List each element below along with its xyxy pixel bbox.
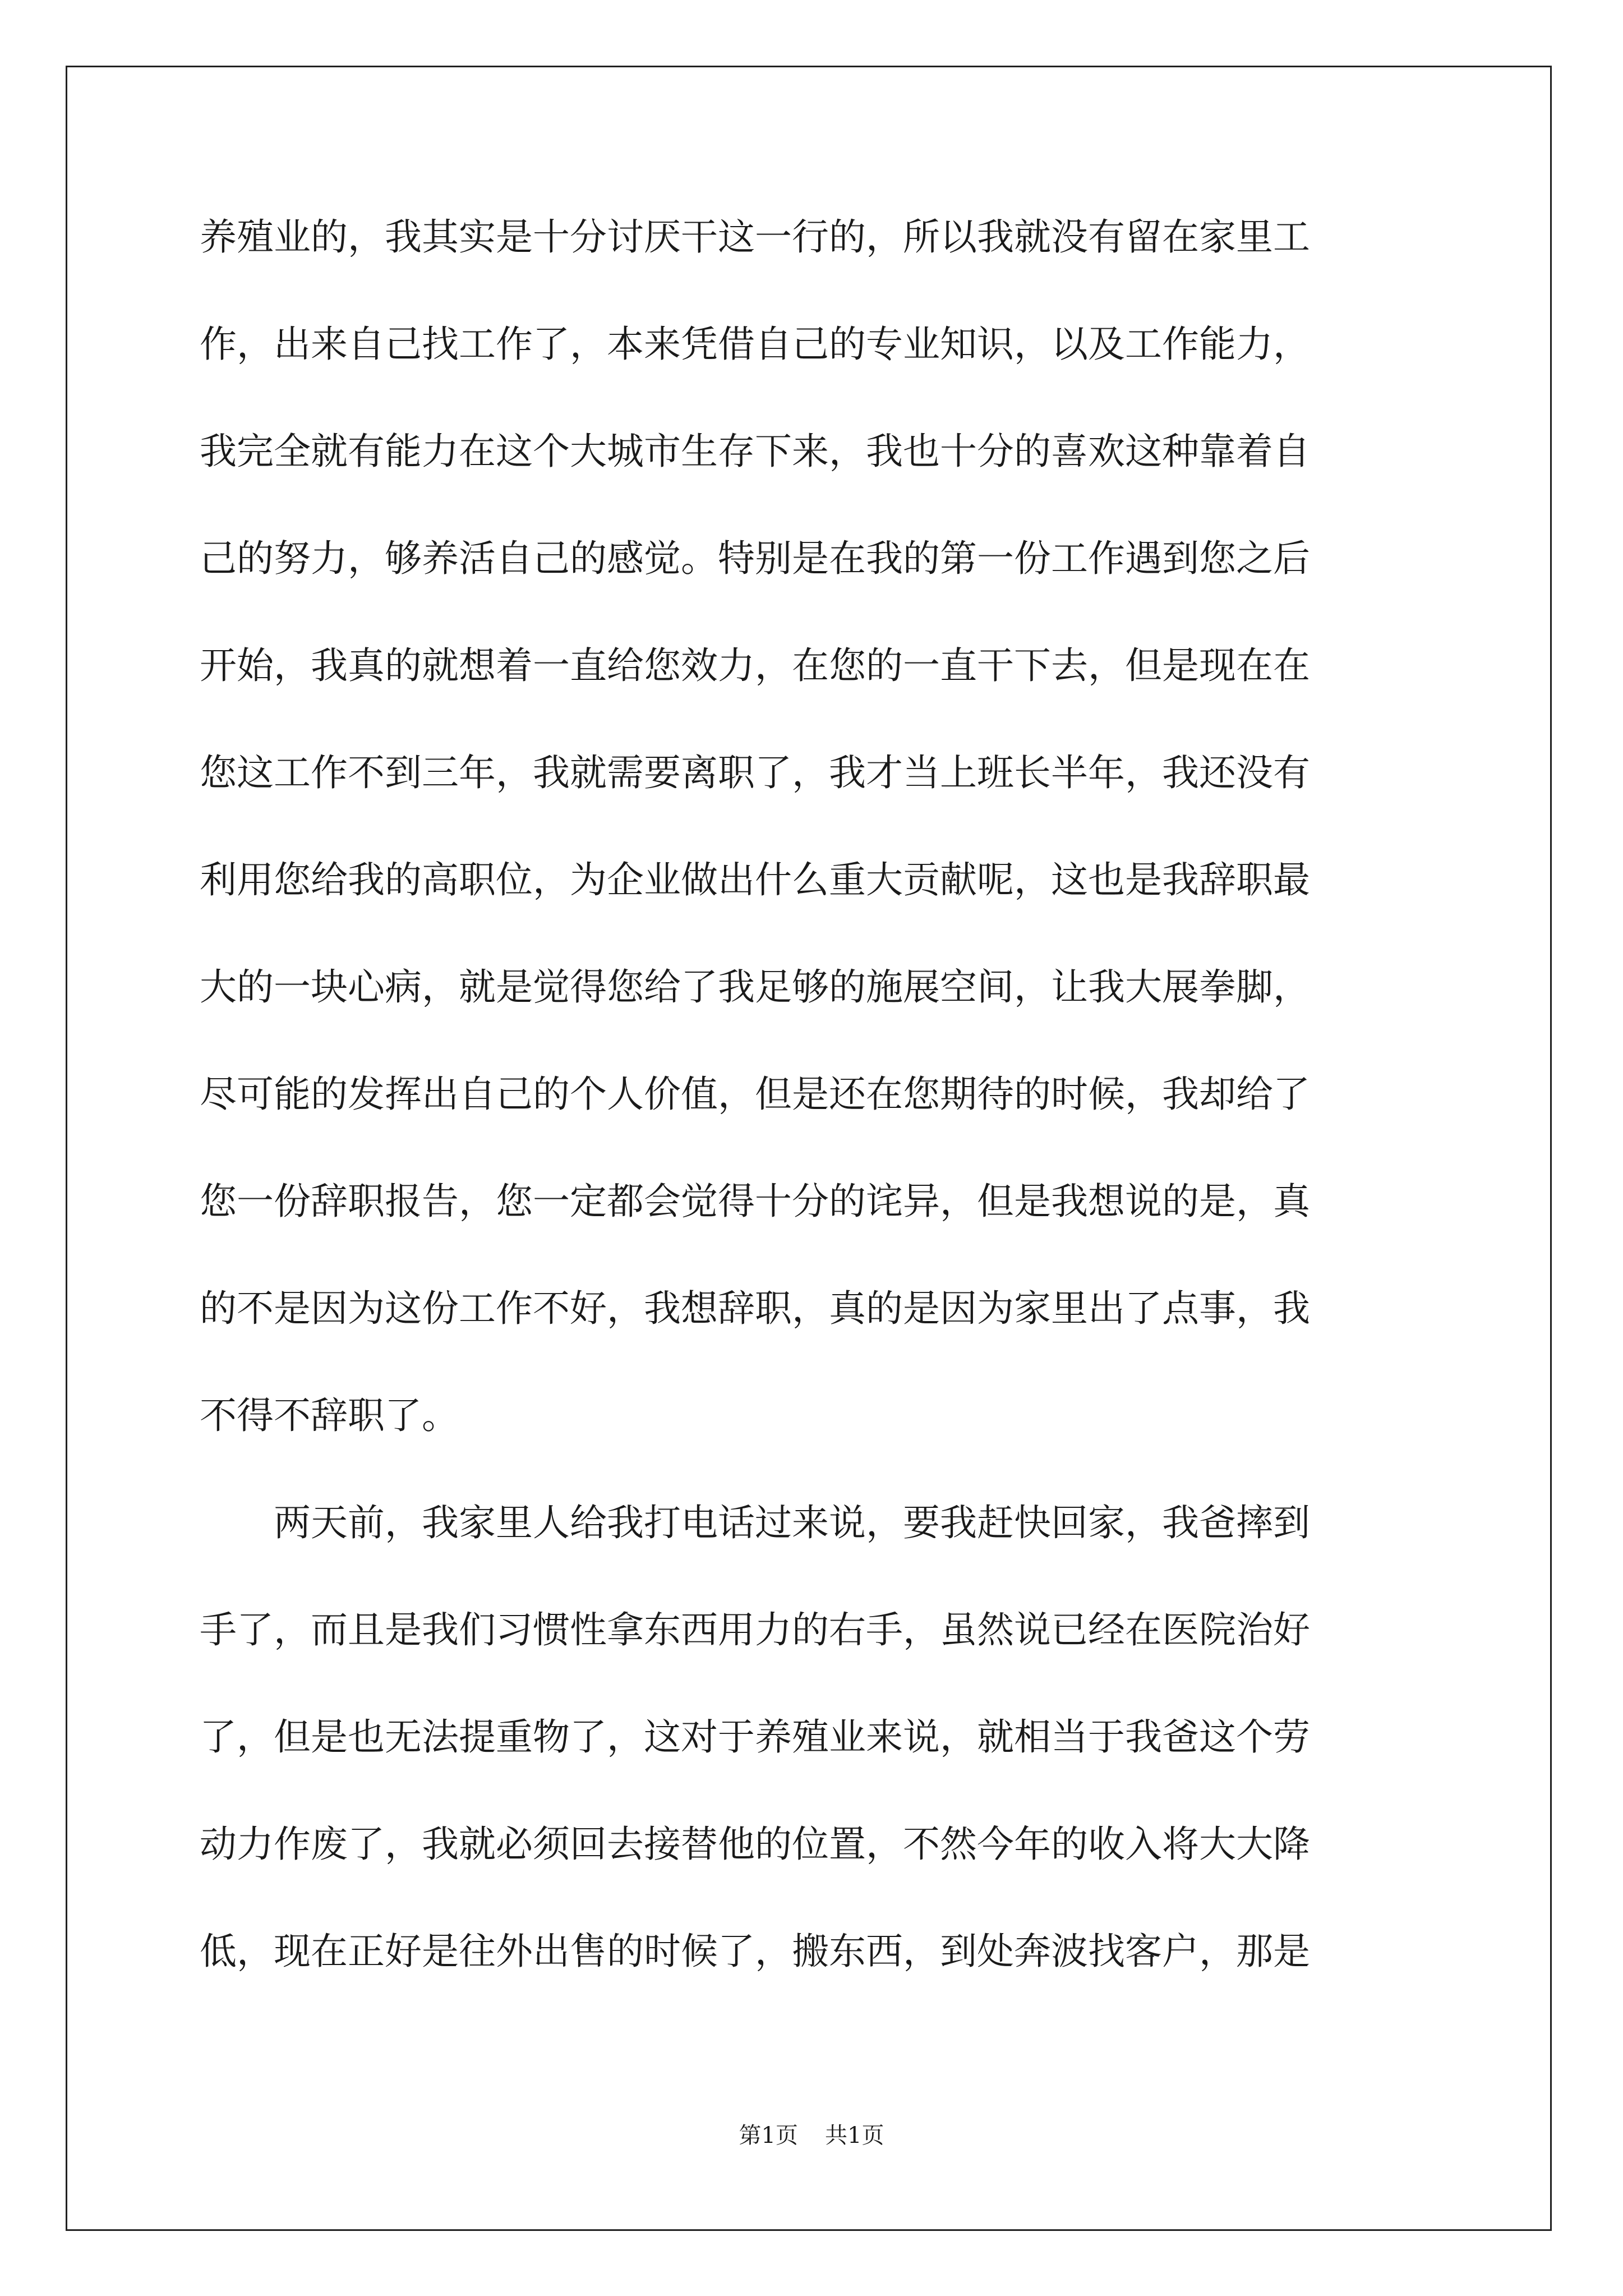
text-line: 了，但是也无法提重物了，这对于养殖业来说，就相当于我爸这个劳 [200,1715,1310,1759]
text-line: 您这工作不到三年，我就需要离职了，我才当上班长半年，我还没有 [200,751,1310,794]
text-line: 大的一块心病，就是觉得您给了我足够的施展空间，让我大展拳脚， [200,965,1310,1009]
text-line: 养殖业的，我其实是十分讨厌干这一行的，所以我就没有留在家里工 [200,215,1310,259]
text-line: 利用您给我的高职位，为企业做出什么重大贡献呢，这也是我辞职最 [200,858,1310,901]
text-line: 尽可能的发挥出自己的个人价值，但是还在您期待的时候，我却给了 [200,1073,1310,1116]
text-line: 的不是因为这份工作不好，我想辞职，真的是因为家里出了点事，我 [200,1287,1310,1330]
text-line: 您一份辞职报告，您一定都会觉得十分的诧异，但是我想说的是，真 [200,1180,1310,1223]
page-total: 共1页 [825,2123,884,2148]
document-body [200,215,1431,2040]
paragraph-first-line: 两天前，我家里人给我打电话过来说，要我赶快回家，我爸摔到 [274,1501,1310,1544]
paragraph-end-line: 不得不辞职了。 [200,1394,459,1437]
text-line: 低，现在正好是往外出售的时候了，搬东西，到处奔波找客户，那是 [200,1930,1310,1973]
text-line: 动力作废了，我就必须回去接替他的位置，不然今年的收入将大大降 [200,1823,1310,1866]
text-line: 作，出来自己找工作了，本来凭借自己的专业知识，以及工作能力， [200,323,1310,366]
page-footer [0,2118,1623,2150]
text-line: 己的努力，够养活自己的感觉。特别是在我的第一份工作遇到您之后 [200,537,1310,580]
page-number: 第1页 [739,2123,798,2148]
text-line: 手了，而且是我们习惯性拿东西用力的右手，虽然说已经在医院治好 [200,1608,1310,1651]
text-line: 开始，我真的就想着一直给您效力，在您的一直干下去，但是现在在 [200,644,1310,687]
text-line: 我完全就有能力在这个大城市生存下来，我也十分的喜欢这种靠着自 [200,430,1310,473]
